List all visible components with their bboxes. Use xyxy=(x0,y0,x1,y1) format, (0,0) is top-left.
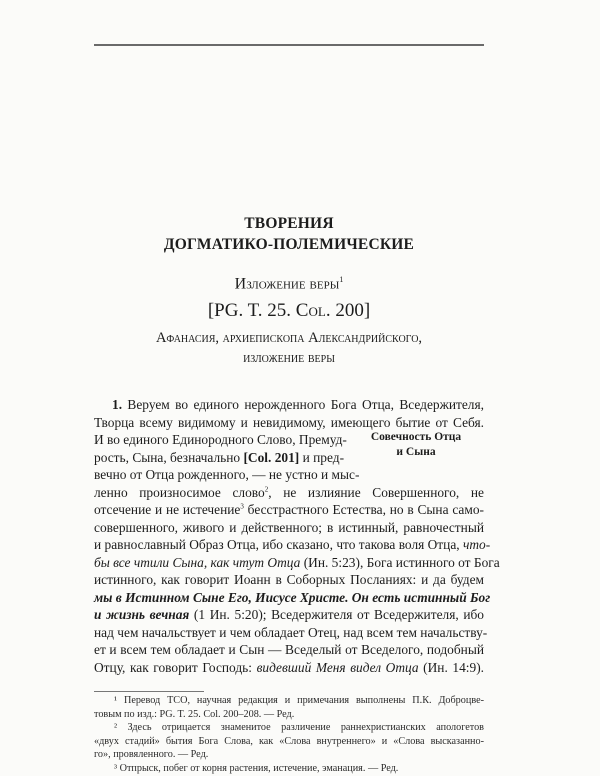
text-line: над чем начальствует и чем обладает Отец, над всем тем начальству- xyxy=(94,624,488,640)
text-span: , не излияние Совершенного, не xyxy=(268,484,484,500)
bold-italic-span: и жизнь вечная xyxy=(94,607,190,622)
footnote-line: ¹ Перевод ТСО, научная редакция и примечания выполнены П.К. Доброцве- xyxy=(114,695,484,706)
top-rule xyxy=(94,44,484,46)
text-line xyxy=(94,484,484,502)
text-span: (1 Ин. 5:20); Вседержителя от Вседержителя, ибо xyxy=(189,607,484,622)
footnote-line: ³ Отпрыск, побег от корня растения, истечение, эманация. — Ред. xyxy=(114,762,399,774)
footnote-line: «двух стадий» бытия Бога Слова, как «Слова внутреннего» и «Слова высказанно- xyxy=(94,735,484,747)
italic-span: видевший Меня видел Отца xyxy=(256,659,419,675)
text-line: вечно от Отца рожденного, — не устно и мыс- xyxy=(94,467,360,482)
work-title xyxy=(94,275,484,293)
footnote-ref: 2 xyxy=(264,485,269,494)
text-span: (Ин. 5:23), Бога истинного от Бога xyxy=(300,554,500,570)
margin-note-line1: Совечность Отца xyxy=(370,431,462,443)
section-title-line1: ТВОРЕНИЯ xyxy=(244,215,334,232)
text-line xyxy=(94,554,500,572)
work-title-footnote-mark: 1 xyxy=(339,275,344,284)
text-line xyxy=(94,501,484,519)
footnote-line: товым по изд.: PG. T. 25. Col. 200–208. — Ред. xyxy=(94,708,295,720)
text-span: ленно произносимое слово xyxy=(94,484,265,500)
margin-note-line2: и Сына xyxy=(396,446,436,458)
footnote-line: го», провяленного. — Ред. xyxy=(94,749,209,761)
author-line1: Афанасия, архиепископа Александрийского, xyxy=(155,330,423,346)
text-line xyxy=(94,659,484,677)
author-heading xyxy=(94,328,484,368)
text-line xyxy=(94,606,484,624)
footnote-ref: 3 xyxy=(240,502,244,511)
footnotes xyxy=(94,694,484,776)
text-line xyxy=(94,396,484,414)
text-span: и пред- xyxy=(302,449,345,465)
text-span: (Ин. 14:9). xyxy=(418,659,484,675)
column-reference: [PG. T. 25. Col. 200] xyxy=(207,300,371,321)
footnote-rule xyxy=(94,691,204,692)
text-line: мы в Истинном Сыне Его, Иисусе Христе. Он есть истинный Бог xyxy=(94,589,491,605)
text-span: и равнославный Образ Отца, ибо сказано, что такова воля Отца, xyxy=(94,537,460,552)
section-title xyxy=(94,213,484,255)
text-line xyxy=(94,536,491,554)
column-marker: [Col. 201] xyxy=(243,449,300,465)
text-line: истинного, как говорит Иоанн в Соборных Посланиях: и да будем xyxy=(94,572,484,587)
section-title-line2: ДОГМАТИКО-ПОЛЕМИЧЕСКИЕ xyxy=(163,236,415,253)
text-line: совершенного, живого и действенного; в истинный, равночестный xyxy=(94,519,484,535)
text-line: ет и всем тем обладает и Сын — Вседелый от Вседелого, подобный xyxy=(94,642,484,657)
work-title-text: Изложение веры xyxy=(234,275,340,293)
text-line: И во единого Единородного Слово, Премуд- xyxy=(94,432,347,447)
text-line xyxy=(94,449,345,467)
text-line: Творца всему видимому и невидимому, имеющего бытие от Себя. xyxy=(94,414,484,430)
footnote-line: ² Здесь отрицается знаменитое различение раннехристианских апологетов xyxy=(114,722,484,734)
italic-span: что- xyxy=(462,537,491,552)
text-span: бесстрастного Естества, но в Сына само- xyxy=(243,502,484,517)
text-span: отсечение и не истечение xyxy=(94,502,241,517)
text-span: рость, Сына, безначально xyxy=(94,449,241,465)
paragraph-number: 1. xyxy=(112,397,123,412)
main-paragraph xyxy=(94,396,500,676)
text-span: Отцу, как говорит Господь: xyxy=(94,659,253,675)
italic-span: бы все чтили Сына, как чтут Отца xyxy=(94,554,301,570)
author-line2: изложение веры xyxy=(243,350,335,366)
text-span: Веруем во единого нерожденного Бога Отца, Вседержителя, xyxy=(122,397,484,412)
